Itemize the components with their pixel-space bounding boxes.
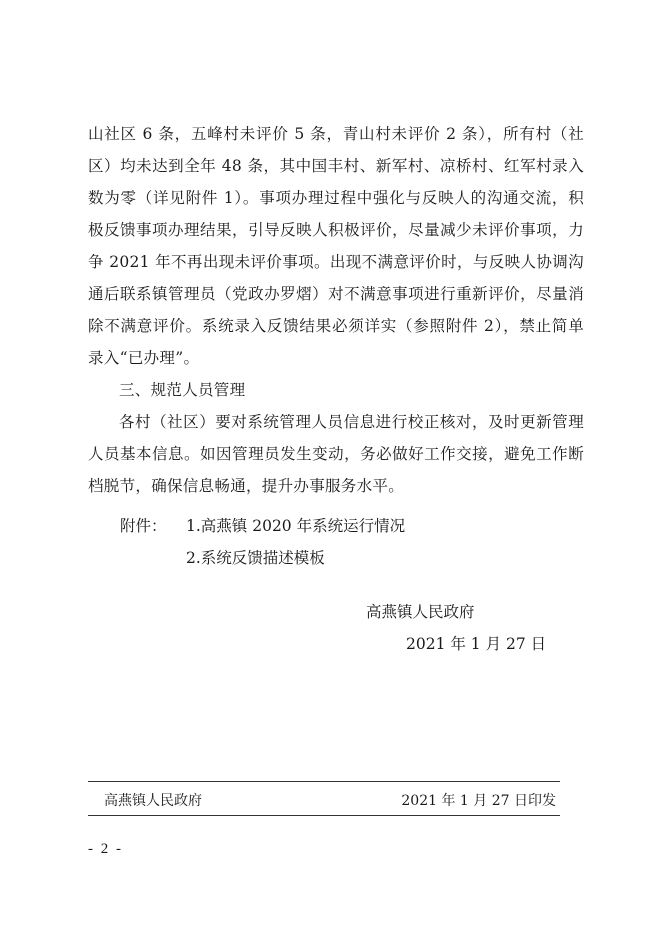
- attachment-indent-spacer: [120, 542, 186, 574]
- section-heading-personnel: 三、规范人员管理: [119, 381, 246, 399]
- signature-organization: 高燕镇人民政府: [366, 603, 475, 621]
- document-body: [88, 118, 584, 502]
- signature-date: 2021 年 1 月 27 日: [406, 635, 547, 653]
- attachment-item: [120, 510, 405, 542]
- footer-print-date: 2021 年 1 月 27 日印发: [401, 793, 556, 809]
- body-paragraph-personnel: 各村（社区）要对系统管理人员信息进行校正核对，及时更新管理人员基本信息。如因管理员发生变动，务必做好工作交接，避免工作断档脱节，确保信息畅通，提升办事服务水平。: [88, 413, 584, 495]
- body-paragraph-1: 山社区 6 条，五峰村未评价 5 条，青山村未评价 2 条），所有村（社区）均未达到全年 48 条，其中国丰村、新军村、凉桥村、红军村录入数为零（详见附件 1）。事项办理过程中强化与反映人的沟通交流，积极反馈事项办理结果，引导反映人积极评价，尽量减少未评价事项，力争 2021 年不再出现未评价事项。出现不满意评价时，与反映人协调沟通后联系镇管理员（党政办罗熠）对不满意事项进行重新评价，尽量消除不满意评价。系统录入反馈结果必须详实（参照附件 2），禁止简单录入“已办理”。: [88, 125, 584, 367]
- signature-block: [362, 596, 546, 660]
- footer-issuer: 高燕镇人民政府: [104, 793, 202, 809]
- footer-bottom-rule: [88, 815, 560, 816]
- attachments-list: [120, 510, 405, 574]
- attachments-label: 附件：: [120, 517, 167, 535]
- footer-top-rule: [88, 781, 560, 782]
- attachment-item: [120, 542, 405, 574]
- page-number: - 2 -: [88, 841, 123, 857]
- attachment-1: 1.高燕镇 2020 年系统运行情况: [186, 517, 406, 535]
- attachment-2: 2.系统反馈描述模板: [186, 549, 325, 567]
